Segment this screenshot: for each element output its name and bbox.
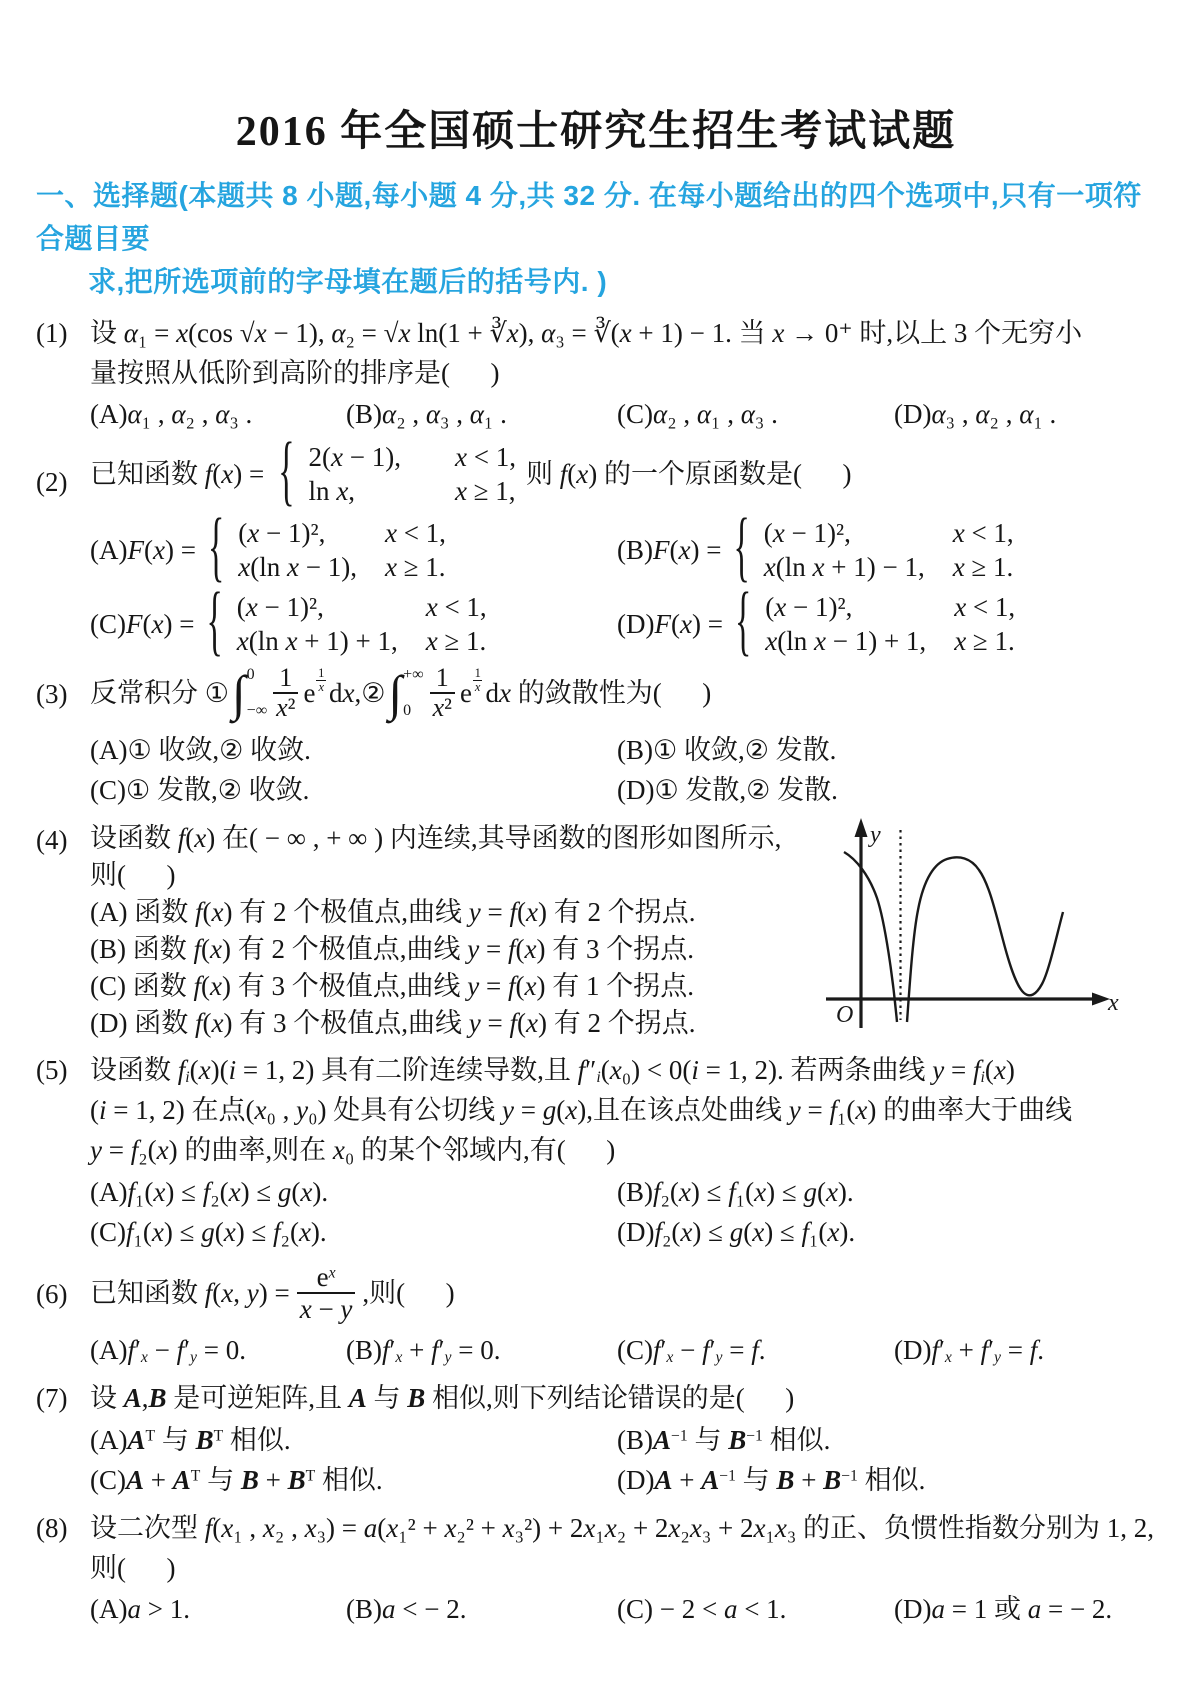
question-4-option-c: (C) 函数 f(x) 有 3 个极值点,曲线 y = f(x) 有 1 个拐点. [90,971,694,1001]
expr: (x − 1)², [238,518,326,548]
question-6-option-b: $(B)f'_x + f'_y = 0$. [346,1335,501,1367]
cond: x < 1, [425,592,487,622]
cond: x ≥ 1. [384,552,446,582]
brace: { [278,429,295,515]
cond: x < 1, [384,518,446,548]
question-4-stem-line1: 设函数 f(x) 在( − ∞ , + ∞ ) 内连续,其导函数的图形如图所示, [90,823,782,853]
numerator: 1 [279,663,293,692]
question-5-option-b: (B)f₂(x) ≤ f₁(x) ≤ g(x). [617,1177,854,1207]
question-6 [36,1262,1156,1370]
dx-and-circle2: dx,② [329,678,386,708]
question-1-option-d: (D)α₃ , α₂ , α₁ . [894,399,1057,429]
question-3-tail: dx 的敛散性为( ) [485,678,712,708]
cond: x ≥ 1. [954,626,1015,656]
numerator: $e^x$ [316,1262,336,1292]
brace: { [733,505,750,591]
question-2-option-c [90,579,617,665]
piecewise-function [274,429,516,515]
question-8-option-b: (B)a < − 2. [346,1594,467,1624]
question-7 [36,1378,1156,1500]
integral-sign: ∫ [231,665,246,721]
question-6-option-d: $(D)f'_x + f'_y = f$. [894,1335,1044,1367]
cond: x ≥ 1. [425,626,487,656]
curve-left-branch [844,852,897,1022]
section-header-line2: 求,把所选项前的字母填在题后的括号内. ) [88,266,608,297]
question-2-option-b [617,505,1156,591]
cond: x ≥ 1, [455,476,516,506]
x-axis-label: x [1108,990,1119,1016]
question-3-stem [90,664,1156,722]
question-8-option-c: (C) − 2 < a < 1. [617,1594,787,1624]
section-header [36,174,1156,303]
question-2-tail: 则 f(x) 的一个原函数是( ) [525,459,852,489]
question-8-stem-line2: 则( ) [90,1553,176,1583]
fraction [297,1262,356,1324]
denominator: x [318,679,324,694]
question-5-number: (5) [36,1055,68,1085]
question-6-stem [90,1262,1156,1324]
question-5-option-d: (D)f₂(x) ≤ g(x) ≤ f₁(x). [617,1217,856,1247]
question-1 [36,313,1156,434]
question-2 [36,429,1156,665]
question-3-option-a: (A)① 收敛,② 收敛. [90,735,311,765]
question-8-option-a: (A)a > 1. [90,1594,190,1624]
exponent-fraction [473,667,483,694]
e-base: e [303,678,316,708]
question-5 [36,1050,1156,1252]
question-7-option-a: $(A)A^T$ 与 $B^T$ 相似. [90,1425,291,1455]
expr: x(ln x − 1) + 1, [765,626,927,656]
denominator: x² [273,692,298,722]
piecewise-rows [309,440,516,508]
page-title: 2016 年全国硕士研究生招生考试试题 [235,109,957,155]
question-8 [36,1508,1156,1629]
expr: (x − 1)², [765,592,853,622]
question-8-options [90,1589,1156,1629]
question-8-stem-line1: 设二次型 f(x₁ , x₂ , x₃) = a(x₁² + x₂² + x₃²) + 2x₁x₂ + 2x₂x₃ + 2x₁x₃ 的正、负惯性指数分别为 1, 2, [90,1513,1155,1543]
expr: x(ln x − 1), [238,552,357,582]
cond: x < 1, [455,442,516,472]
y-axis-label: y [870,822,881,848]
question-1-option-c: (C)α₂ , α₁ , α₃ . [617,399,778,429]
question-3-number: (3) [36,679,68,709]
denominator: x − y [297,1292,356,1324]
cond: x < 1, [954,592,1016,622]
question-6-option-c: $(C)f'_x - f'_y = f$. [617,1335,766,1367]
question-4-option-d: (D) 函数 f(x) 有 3 个极值点,曲线 y = f(x) 有 2 个拐点. [90,1008,696,1038]
fraction [430,664,455,722]
question-8-option-d: (D)a = 1 或 a = − 2. [894,1594,1113,1624]
option-label: (A)F(x) = [90,535,196,565]
question-2-option-a [90,505,617,591]
expr: (x − 1)², [236,592,324,622]
question-5-option-c: (C)f₁(x) ≤ g(x) ≤ f₂(x). [90,1217,327,1247]
piecewise-rows [764,516,1014,584]
lower-limit: 0 [403,702,412,719]
question-1-option-a: (A)α₁ , α₂ , α₃ . [90,399,253,429]
question-2-stem [90,429,1156,515]
question-6-options [90,1330,1156,1370]
expr: 2(x − 1), [308,442,401,472]
question-2-number: (2) [36,467,68,497]
brace: { [734,579,752,665]
exponent-fraction [316,667,326,694]
question-2-option-d [617,579,1156,665]
option-label: (D)F(x) = [617,609,723,639]
question-5-stem-line3: y = f₂(x) 的曲率,则在 x₀ 的某个邻域内,有( ) [90,1135,616,1165]
question-5-option-a: (A)f₁(x) ≤ f₂(x) ≤ g(x). [90,1177,329,1207]
expr: (x − 1)², [763,518,851,548]
numerator: 1 [435,663,449,692]
question-8-number: (8) [36,1513,68,1543]
piecewise-function [202,579,487,665]
question-3-pre: 反常积分 ① [90,678,229,708]
curve-right-branch [907,857,1063,1022]
question-4-stem-line2: 则( ) [90,860,176,890]
question-7-option-d: $(D)A + A^{-1}$ 与 $B + B^{-1}$ 相似. [617,1465,926,1495]
section-header-line1: 一、选择题(本题共 8 小题,每小题 4 分,共 32 分. 在每小题给出的四个选项中,只有一项符合题目要 [36,180,1142,254]
question-6-number: (6) [36,1279,68,1309]
e-base: e [459,678,472,708]
piecewise-function [729,505,1014,591]
derivative-graph-figure [774,772,1126,1030]
option-label: (C)F(x) = [90,609,195,639]
question-7-options [90,1420,1156,1500]
question-1-stem-line1: 设 α₁ = x(cos √x − 1), α₂ = √x ln(1 + ∛x), α₃ = ∛(x + 1) − 1. 当 x → 0⁺ 时,以上 3 个无穷小 [90,318,1083,348]
denominator: x [474,679,481,694]
expr: x(ln x + 1) + 1, [236,626,398,656]
integral-limits [402,664,423,722]
numerator: 1 [318,665,325,680]
piecewise-function [731,579,1016,665]
piecewise-rows [765,590,1015,658]
brace: { [206,579,223,665]
question-7-option-c: $(C)A + A^T$ 与 $B + B^T$ 相似. [90,1465,383,1495]
question-3-option-c: (C)① 发散,② 收敛. [90,775,310,805]
question-5-options [90,1172,1156,1252]
integral-limits [246,664,267,722]
option-label: (B)F(x) = [617,535,722,565]
question-4-option-a: (A) 函数 f(x) 有 2 个极值点,曲线 y = f(x) 有 2 个拐点. [90,897,696,927]
question-4-number: (4) [36,825,68,855]
integral-1 [232,664,267,722]
question-2-options [90,505,1156,665]
lower-limit: −∞ [246,702,268,719]
question-1-option-b: (B)α₂ , α₃ , α₁ . [346,399,507,429]
integral-2 [388,664,423,722]
question-5-stem-line2: (i = 1, 2) 在点(x₀ , y₀) 处具有公切线 y = g(x),且在该点处曲线 y = f₁(x) 的曲率大于曲线 [90,1095,1073,1125]
question-6-tail: ,则( ) [362,1278,455,1308]
upper-limit: 0 [246,666,255,683]
expr: ln x, [308,476,356,506]
question-7-option-b: $(B)A^{-1}$ 与 $B^{-1}$ 相似. [617,1425,831,1455]
derivative-graph [774,772,1126,1030]
y-axis-arrow [855,818,868,837]
question-6-option-a: $(A)f'_x - f'_y = 0$. [90,1335,246,1367]
piecewise-rows [238,516,446,584]
denominator: x² [430,692,455,722]
fraction [273,664,298,722]
question-3-option-b: (B)① 收敛,② 发散. [617,735,837,765]
question-1-options [90,394,1156,434]
question-7-number: (7) [36,1383,68,1413]
question-4 [36,820,1156,1042]
brace: { [207,505,225,591]
expr: x(ln x + 1) − 1, [763,552,925,582]
question-1-number: (1) [36,318,68,348]
question-6-lead: 已知函数 f(x, y) = [90,1278,290,1308]
question-3-option-d: (D)① 发散,② 发散. [617,775,838,805]
piecewise-function [204,505,446,591]
question-4-option-b: (B) 函数 f(x) 有 2 个极值点,曲线 y = f(x) 有 3 个拐点. [90,934,694,964]
upper-limit: +∞ [403,666,424,683]
cond: x < 1, [952,518,1014,548]
question-2-lead: 已知函数 f(x) = [90,459,265,489]
numerator: 1 [474,665,481,680]
question-1-stem-line2: 量按照从低阶到高阶的排序是( ) [90,358,500,388]
origin-label: O [836,1002,854,1028]
question-5-stem-line1: 设函数 $f_i(x)(i = 1$, 2) 具有二阶连续导数,且 $f''_i(x_0) < 0(i = 1$, 2). 若两条曲线 $y = f_i(x)$ [90,1055,1015,1087]
integral-sign: ∫ [388,665,403,721]
cond: x ≥ 1. [952,552,1014,582]
piecewise-rows [237,590,487,658]
questions [36,313,1156,1629]
question-7-stem: 设 A,B 是可逆矩阵,且 A 与 B 相似,则下列结论错误的是( ) [90,1383,795,1413]
